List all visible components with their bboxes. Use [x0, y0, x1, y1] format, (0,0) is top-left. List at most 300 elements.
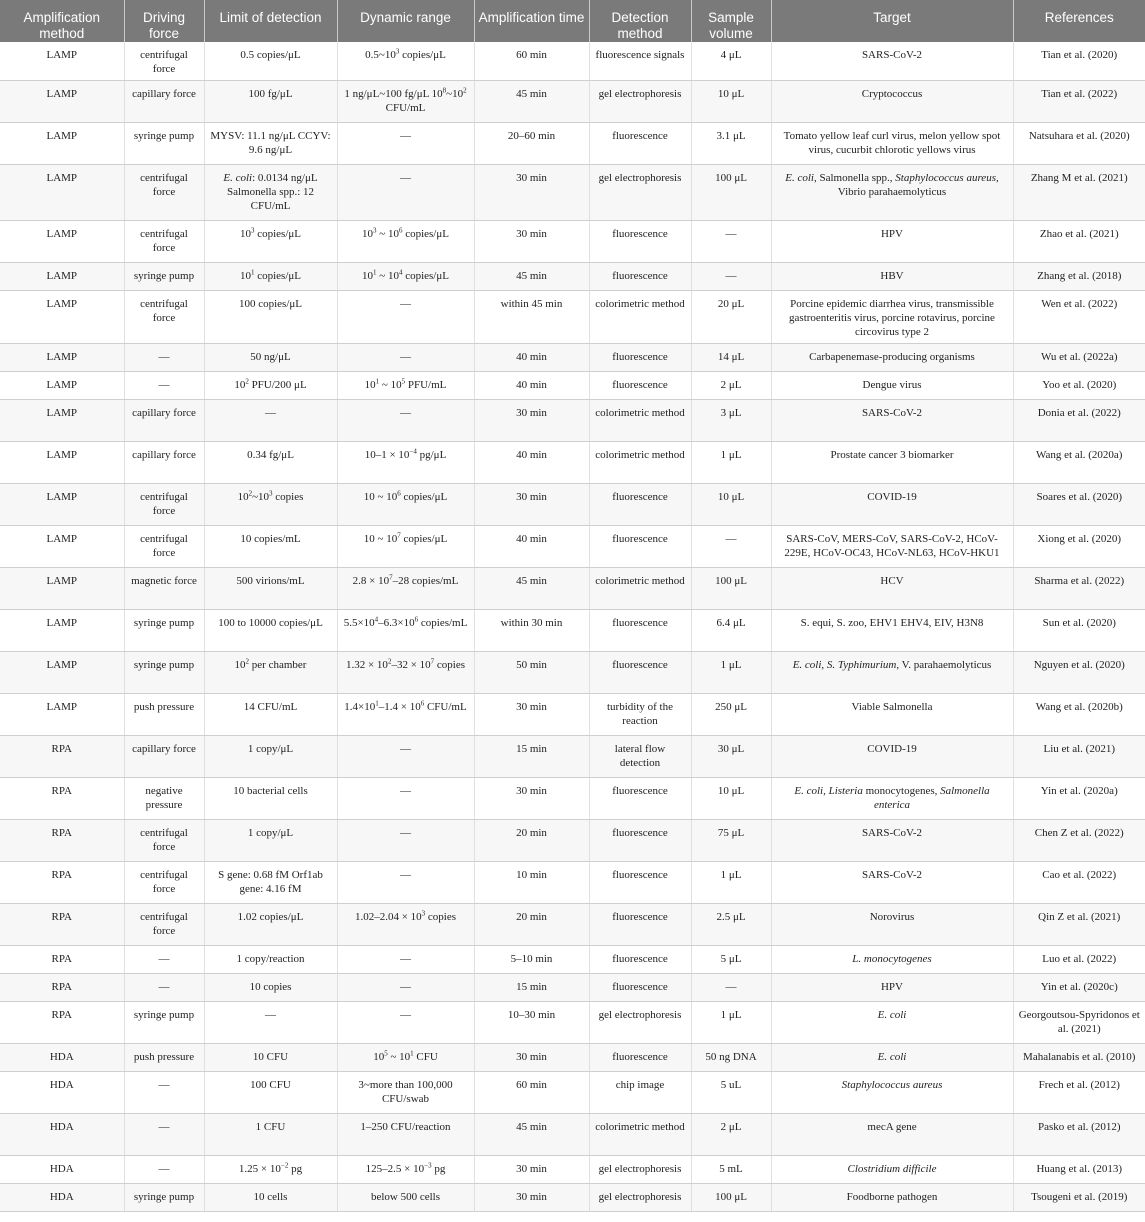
cell-sample-volume: 1 μL: [691, 652, 771, 694]
cell-amplification-method: HDA: [0, 1184, 124, 1212]
cell-amplification-time: 40 min: [474, 372, 589, 400]
cell-target: E. coli, S. Typhimurium, V. parahaemolyticus: [771, 652, 1013, 694]
table-row: [0, 221, 1145, 263]
cell-sample-volume: —: [691, 221, 771, 263]
cell-limit-of-detection: S gene: 0.68 fM Orf1ab gene: 4.16 fM: [204, 862, 337, 904]
cell-amplification-method: RPA: [0, 904, 124, 946]
cell-target: Dengue virus: [771, 372, 1013, 400]
cell-dynamic-range: $10-1 \times 10^{-4}$ pg/μL: [337, 442, 474, 484]
table-row: [0, 1184, 1145, 1212]
cell-limit-of-detection: 10 copies/mL: [204, 526, 337, 568]
cell-amplification-method: LAMP: [0, 442, 124, 484]
cell-driving-force: capillary force: [124, 400, 204, 442]
table-row: [0, 974, 1145, 1002]
cell-detection-method: turbidity of the reaction: [589, 694, 691, 736]
cell-amplification-time: 30 min: [474, 484, 589, 526]
cell-detection-method: gel electrophoresis: [589, 1002, 691, 1044]
table-row: [0, 652, 1145, 694]
cell-detection-method: gel electrophoresis: [589, 81, 691, 123]
cell-limit-of-detection: MYSV: 11.1 ng/μL CCYV: 9.6 ng/μL: [204, 123, 337, 165]
cell-dynamic-range: —: [337, 344, 474, 372]
cell-amplification-time: 30 min: [474, 165, 589, 221]
cell-reference: Wang et al. (2020b): [1013, 694, 1145, 736]
cell-reference: Nguyen et al. (2020): [1013, 652, 1145, 694]
cell-amplification-method: LAMP: [0, 165, 124, 221]
header-sample-volume: Sample volume: [691, 0, 771, 42]
cell-driving-force: syringe pump: [124, 1184, 204, 1212]
cell-reference: Frech et al. (2012): [1013, 1072, 1145, 1114]
cell-target: Cryptococcus: [771, 81, 1013, 123]
cell-limit-of-detection: 14 CFU/mL: [204, 694, 337, 736]
cell-amplification-method: LAMP: [0, 568, 124, 610]
cell-amplification-time: 20 min: [474, 820, 589, 862]
cell-driving-force: negative pressure: [124, 778, 204, 820]
cell-reference: Zhang et al. (2018): [1013, 263, 1145, 291]
cell-detection-method: fluorescence: [589, 344, 691, 372]
cell-detection-method: fluorescence: [589, 1044, 691, 1072]
cell-limit-of-detection: 100 fg/μL: [204, 81, 337, 123]
cell-amplification-time: 20–60 min: [474, 123, 589, 165]
cell-limit-of-detection: 1.02 copies/μL: [204, 904, 337, 946]
cell-driving-force: push pressure: [124, 694, 204, 736]
cell-target: Viable Salmonella: [771, 694, 1013, 736]
cell-sample-volume: 2 μL: [691, 372, 771, 400]
cell-amplification-time: within 30 min: [474, 610, 589, 652]
cell-sample-volume: 20 μL: [691, 291, 771, 344]
cell-limit-of-detection: $10^3$ copies/μL: [204, 221, 337, 263]
cell-reference: Sun et al. (2020): [1013, 610, 1145, 652]
cell-dynamic-range: 10 ~ $10^6$ copies/μL: [337, 484, 474, 526]
cell-detection-method: fluorescence: [589, 263, 691, 291]
cell-dynamic-range: $125-2.5 \times 10^{-3}$ pg: [337, 1156, 474, 1184]
cell-dynamic-range: 1–250 CFU/reaction: [337, 1114, 474, 1156]
cell-amplification-method: LAMP: [0, 372, 124, 400]
cell-driving-force: push pressure: [124, 1044, 204, 1072]
table-row: [0, 820, 1145, 862]
cell-reference: Yin et al. (2020c): [1013, 974, 1145, 1002]
cell-reference: Natsuhara et al. (2020): [1013, 123, 1145, 165]
cell-amplification-time: 60 min: [474, 42, 589, 81]
cell-reference: Georgoutsou-Spyridonos et al. (2021): [1013, 1002, 1145, 1044]
cell-amplification-time: 5–10 min: [474, 946, 589, 974]
cell-target: SARS-CoV-2: [771, 862, 1013, 904]
cell-amplification-time: 15 min: [474, 736, 589, 778]
cell-dynamic-range: $10^1$ ~ $10^4$ copies/μL: [337, 263, 474, 291]
cell-target: L. monocytogenes: [771, 946, 1013, 974]
cell-limit-of-detection: $10^2\sim 10^3$ copies: [204, 484, 337, 526]
cell-target: HCV: [771, 568, 1013, 610]
cell-detection-method: lateral flow detection: [589, 736, 691, 778]
cell-sample-volume: 3 μL: [691, 400, 771, 442]
cell-dynamic-range: $1.32 \times 10^2-32 \times 10^7$ copies: [337, 652, 474, 694]
cell-detection-method: colorimetric method: [589, 400, 691, 442]
cell-target: SARS-CoV-2: [771, 820, 1013, 862]
cell-target: E. coli, Salmonella spp., Staphylococcus aureus, Vibrio parahaemolyticus: [771, 165, 1013, 221]
table-row: [0, 165, 1145, 221]
cell-driving-force: —: [124, 372, 204, 400]
cell-limit-of-detection: 1 CFU: [204, 1114, 337, 1156]
cell-amplification-method: LAMP: [0, 263, 124, 291]
cell-target: E. coli: [771, 1002, 1013, 1044]
cell-limit-of-detection: $10^2$ PFU/200 μL: [204, 372, 337, 400]
cell-limit-of-detection: 10 bacterial cells: [204, 778, 337, 820]
cell-amplification-method: RPA: [0, 862, 124, 904]
table-row: [0, 372, 1145, 400]
cell-amplification-time: 10–30 min: [474, 1002, 589, 1044]
cell-sample-volume: —: [691, 526, 771, 568]
cell-driving-force: centrifugal force: [124, 165, 204, 221]
cell-reference: Huang et al. (2013): [1013, 1156, 1145, 1184]
table-row: [0, 1156, 1145, 1184]
cell-reference: Xiong et al. (2020): [1013, 526, 1145, 568]
table-row: [0, 484, 1145, 526]
cell-sample-volume: 5 uL: [691, 1072, 771, 1114]
cell-amplification-time: 60 min: [474, 1072, 589, 1114]
cell-limit-of-detection: 10 cells: [204, 1184, 337, 1212]
cell-target: Carbapenemase-producing organisms: [771, 344, 1013, 372]
cell-amplification-method: LAMP: [0, 610, 124, 652]
cell-detection-method: colorimetric method: [589, 442, 691, 484]
cell-detection-method: fluorescence: [589, 652, 691, 694]
cell-detection-method: fluorescence: [589, 820, 691, 862]
cell-detection-method: gel electrophoresis: [589, 1184, 691, 1212]
cell-amplification-method: LAMP: [0, 400, 124, 442]
cell-driving-force: syringe pump: [124, 610, 204, 652]
table-body: [0, 42, 1145, 1212]
cell-detection-method: fluorescence: [589, 123, 691, 165]
cell-target: COVID-19: [771, 484, 1013, 526]
cell-driving-force: —: [124, 1072, 204, 1114]
cell-limit-of-detection: —: [204, 1002, 337, 1044]
cell-dynamic-range: —: [337, 778, 474, 820]
cell-limit-of-detection: 0.34 fg/μL: [204, 442, 337, 484]
table-row: [0, 610, 1145, 652]
cell-reference: Tian et al. (2022): [1013, 81, 1145, 123]
cell-driving-force: —: [124, 1114, 204, 1156]
cell-amplification-time: 40 min: [474, 442, 589, 484]
cell-amplification-method: LAMP: [0, 652, 124, 694]
cell-reference: Luo et al. (2022): [1013, 946, 1145, 974]
cell-amplification-time: 30 min: [474, 400, 589, 442]
cell-detection-method: gel electrophoresis: [589, 1156, 691, 1184]
cell-target: Norovirus: [771, 904, 1013, 946]
cell-sample-volume: 10 μL: [691, 484, 771, 526]
cell-limit-of-detection: 10 CFU: [204, 1044, 337, 1072]
cell-amplification-method: RPA: [0, 736, 124, 778]
cell-limit-of-detection: 50 ng/μL: [204, 344, 337, 372]
cell-target: Foodborne pathogen: [771, 1184, 1013, 1212]
cell-amplification-method: RPA: [0, 1002, 124, 1044]
cell-driving-force: magnetic force: [124, 568, 204, 610]
cell-reference: Zhang M et al. (2021): [1013, 165, 1145, 221]
cell-dynamic-range: 1 ng/μL~100 fg/μL $10^8\sim 10^2$ CFU/mL: [337, 81, 474, 123]
cell-limit-of-detection: —: [204, 400, 337, 442]
cell-sample-volume: 5 μL: [691, 946, 771, 974]
cell-reference: Donia et al. (2022): [1013, 400, 1145, 442]
cell-target: SARS-CoV-2: [771, 42, 1013, 81]
cell-limit-of-detection: 10 copies: [204, 974, 337, 1002]
cell-sample-volume: 50 ng DNA: [691, 1044, 771, 1072]
header-detection-method: Detection method: [589, 0, 691, 42]
cell-target: S. equi, S. zoo, EHV1 EHV4, EIV, H3N8: [771, 610, 1013, 652]
header-references: References: [1013, 0, 1145, 42]
cell-target: Staphylococcus aureus: [771, 1072, 1013, 1114]
cell-driving-force: centrifugal force: [124, 904, 204, 946]
cell-sample-volume: 100 μL: [691, 1184, 771, 1212]
cell-reference: Zhao et al. (2021): [1013, 221, 1145, 263]
cell-dynamic-range: —: [337, 946, 474, 974]
cell-sample-volume: 4 μL: [691, 42, 771, 81]
cell-sample-volume: 10 μL: [691, 81, 771, 123]
cell-reference: Wang et al. (2020a): [1013, 442, 1145, 484]
cell-amplification-time: 10 min: [474, 862, 589, 904]
cell-target: HBV: [771, 263, 1013, 291]
cell-amplification-method: LAMP: [0, 526, 124, 568]
table-row: [0, 736, 1145, 778]
cell-dynamic-range: 10 ~ $10^7$ copies/μL: [337, 526, 474, 568]
cell-dynamic-range: $0.5\sim 10^3$ copies/μL: [337, 42, 474, 81]
cell-amplification-time: 30 min: [474, 1044, 589, 1072]
cell-driving-force: capillary force: [124, 81, 204, 123]
cell-amplification-time: 40 min: [474, 526, 589, 568]
cell-driving-force: syringe pump: [124, 263, 204, 291]
cell-driving-force: capillary force: [124, 736, 204, 778]
table-row: [0, 1002, 1145, 1044]
cell-detection-method: colorimetric method: [589, 568, 691, 610]
cell-limit-of-detection: E. coli: 0.0134 ng/μL Salmonella spp.: 12 CFU/mL: [204, 165, 337, 221]
cell-detection-method: gel electrophoresis: [589, 165, 691, 221]
cell-detection-method: fluorescence: [589, 946, 691, 974]
cell-sample-volume: 6.4 μL: [691, 610, 771, 652]
cell-reference: Liu et al. (2021): [1013, 736, 1145, 778]
cell-amplification-method: HDA: [0, 1114, 124, 1156]
cell-dynamic-range: —: [337, 820, 474, 862]
cell-driving-force: syringe pump: [124, 123, 204, 165]
table-row: [0, 526, 1145, 568]
cell-limit-of-detection: 1 copy/reaction: [204, 946, 337, 974]
cell-dynamic-range: —: [337, 1002, 474, 1044]
cell-amplification-method: RPA: [0, 974, 124, 1002]
cell-limit-of-detection: $10^1$ copies/μL: [204, 263, 337, 291]
cell-target: COVID-19: [771, 736, 1013, 778]
cell-reference: Cao et al. (2022): [1013, 862, 1145, 904]
cell-amplification-time: within 45 min: [474, 291, 589, 344]
cell-reference: Chen Z et al. (2022): [1013, 820, 1145, 862]
cell-amplification-time: 30 min: [474, 1156, 589, 1184]
table-row: [0, 442, 1145, 484]
cell-sample-volume: 2 μL: [691, 1114, 771, 1156]
cell-target: Porcine epidemic diarrhea virus, transmissible gastroenteritis virus, porcine rotavirus, porcine circovirus type 2: [771, 291, 1013, 344]
cell-amplification-method: LAMP: [0, 81, 124, 123]
cell-detection-method: fluorescence: [589, 904, 691, 946]
cell-reference: Yoo et al. (2020): [1013, 372, 1145, 400]
table-row: [0, 42, 1145, 81]
cell-amplification-method: LAMP: [0, 221, 124, 263]
cell-sample-volume: 5 mL: [691, 1156, 771, 1184]
cell-dynamic-range: $5.5\times 10^4-6.3\times 10^6$ copies/mL: [337, 610, 474, 652]
cell-dynamic-range: $2.8 \times 10^7-28$ copies/mL: [337, 568, 474, 610]
cell-dynamic-range: —: [337, 862, 474, 904]
table-row: [0, 694, 1145, 736]
cell-driving-force: —: [124, 344, 204, 372]
cell-driving-force: centrifugal force: [124, 221, 204, 263]
cell-detection-method: fluorescence signals: [589, 42, 691, 81]
cell-target: Prostate cancer 3 biomarker: [771, 442, 1013, 484]
cell-detection-method: fluorescence: [589, 974, 691, 1002]
table-header-row: [0, 0, 1145, 42]
cell-amplification-time: 45 min: [474, 568, 589, 610]
cell-detection-method: chip image: [589, 1072, 691, 1114]
cell-detection-method: fluorescence: [589, 610, 691, 652]
table-row: [0, 778, 1145, 820]
table-row: [0, 1114, 1145, 1156]
cell-limit-of-detection: 1 copy/μL: [204, 820, 337, 862]
cell-amplification-method: LAMP: [0, 344, 124, 372]
cell-amplification-method: LAMP: [0, 694, 124, 736]
cell-amplification-time: 30 min: [474, 221, 589, 263]
cell-dynamic-range: —: [337, 165, 474, 221]
cell-amplification-method: RPA: [0, 820, 124, 862]
table-row: [0, 568, 1145, 610]
cell-amplification-time: 20 min: [474, 904, 589, 946]
cell-driving-force: syringe pump: [124, 1002, 204, 1044]
cell-detection-method: fluorescence: [589, 372, 691, 400]
cell-detection-method: colorimetric method: [589, 291, 691, 344]
cell-detection-method: fluorescence: [589, 221, 691, 263]
cell-target: E. coli: [771, 1044, 1013, 1072]
header-amplification-method: Amplification method: [0, 0, 124, 42]
cell-amplification-method: HDA: [0, 1072, 124, 1114]
cell-driving-force: —: [124, 1156, 204, 1184]
cell-amplification-time: 15 min: [474, 974, 589, 1002]
table-row: [0, 1072, 1145, 1114]
cell-dynamic-range: $10^5$ ~ $10^1$ CFU: [337, 1044, 474, 1072]
cell-amplification-method: LAMP: [0, 484, 124, 526]
cell-driving-force: centrifugal force: [124, 42, 204, 81]
cell-sample-volume: 1 μL: [691, 862, 771, 904]
table-row: [0, 904, 1145, 946]
cell-sample-volume: 75 μL: [691, 820, 771, 862]
cell-reference: Mahalanabis et al. (2010): [1013, 1044, 1145, 1072]
cell-dynamic-range: $10^3$ ~ $10^6$ copies/μL: [337, 221, 474, 263]
table-row: [0, 946, 1145, 974]
cell-amplification-method: HDA: [0, 1156, 124, 1184]
cell-sample-volume: 100 μL: [691, 165, 771, 221]
header-dynamic-range: Dynamic range: [337, 0, 474, 42]
cell-reference: Sharma et al. (2022): [1013, 568, 1145, 610]
cell-amplification-time: 45 min: [474, 81, 589, 123]
cell-sample-volume: —: [691, 974, 771, 1002]
cell-amplification-method: RPA: [0, 778, 124, 820]
cell-driving-force: centrifugal force: [124, 820, 204, 862]
cell-driving-force: —: [124, 946, 204, 974]
table-row: [0, 263, 1145, 291]
cell-target: Tomato yellow leaf curl virus, melon yellow spot virus, cucurbit chlorotic yellows virus: [771, 123, 1013, 165]
cell-amplification-time: 50 min: [474, 652, 589, 694]
cell-driving-force: centrifugal force: [124, 291, 204, 344]
cell-reference: Tsougeni et al. (2019): [1013, 1184, 1145, 1212]
cell-reference: Pasko et al. (2012): [1013, 1114, 1145, 1156]
cell-sample-volume: 10 μL: [691, 778, 771, 820]
cell-amplification-time: 30 min: [474, 1184, 589, 1212]
cell-target: SARS-CoV, MERS-CoV, SARS-CoV-2, HCoV-229E, HCoV-OC43, HCoV-NL63, HCoV-HKU1: [771, 526, 1013, 568]
cell-amplification-method: LAMP: [0, 123, 124, 165]
cell-dynamic-range: —: [337, 736, 474, 778]
header-limit-of-detection: Limit of detection: [204, 0, 337, 42]
cell-dynamic-range: $1.4\times 10^1-1.4 \times 10^6$ CFU/mL: [337, 694, 474, 736]
cell-sample-volume: 250 μL: [691, 694, 771, 736]
table-row: [0, 400, 1145, 442]
cell-driving-force: syringe pump: [124, 652, 204, 694]
cell-limit-of-detection: 100 CFU: [204, 1072, 337, 1114]
cell-dynamic-range: —: [337, 974, 474, 1002]
header-amplification-time: Amplification time: [474, 0, 589, 42]
cell-limit-of-detection: 0.5 copies/μL: [204, 42, 337, 81]
cell-limit-of-detection: 500 virions/mL: [204, 568, 337, 610]
cell-dynamic-range: $10^1$ ~ $10^5$ PFU/mL: [337, 372, 474, 400]
table-row: [0, 862, 1145, 904]
cell-amplification-time: 40 min: [474, 344, 589, 372]
cell-reference: Soares et al. (2020): [1013, 484, 1145, 526]
cell-limit-of-detection: 1 copy/μL: [204, 736, 337, 778]
header-driving-force: Driving force: [124, 0, 204, 42]
cell-limit-of-detection: $10^2$ per chamber: [204, 652, 337, 694]
cell-sample-volume: 14 μL: [691, 344, 771, 372]
cell-sample-volume: 2.5 μL: [691, 904, 771, 946]
cell-reference: Qin Z et al. (2021): [1013, 904, 1145, 946]
cell-limit-of-detection: $1.25 \times 10^{-2}$ pg: [204, 1156, 337, 1184]
cell-target: SARS-CoV-2: [771, 400, 1013, 442]
cell-dynamic-range: below 500 cells: [337, 1184, 474, 1212]
cell-detection-method: fluorescence: [589, 526, 691, 568]
cell-amplification-time: 45 min: [474, 1114, 589, 1156]
cell-driving-force: capillary force: [124, 442, 204, 484]
table-row: [0, 344, 1145, 372]
cell-target: HPV: [771, 974, 1013, 1002]
cell-dynamic-range: $1.02-2.04 \times 10^3$ copies: [337, 904, 474, 946]
cell-detection-method: colorimetric method: [589, 1114, 691, 1156]
cell-driving-force: centrifugal force: [124, 484, 204, 526]
header-target: Target: [771, 0, 1013, 42]
cell-sample-volume: 1 μL: [691, 1002, 771, 1044]
table-row: [0, 1044, 1145, 1072]
cell-reference: Wen et al. (2022): [1013, 291, 1145, 344]
cell-sample-volume: 1 μL: [691, 442, 771, 484]
cell-amplification-method: LAMP: [0, 291, 124, 344]
cell-driving-force: centrifugal force: [124, 526, 204, 568]
cell-reference: Wu et al. (2022a): [1013, 344, 1145, 372]
cell-reference: Yin et al. (2020a): [1013, 778, 1145, 820]
table-row: [0, 123, 1145, 165]
cell-dynamic-range: 3~more than 100,000 CFU/swab: [337, 1072, 474, 1114]
cell-amplification-method: RPA: [0, 946, 124, 974]
table-row: [0, 291, 1145, 344]
cell-amplification-time: 45 min: [474, 263, 589, 291]
cell-detection-method: fluorescence: [589, 484, 691, 526]
table-row: [0, 81, 1145, 123]
cell-reference: Tian et al. (2020): [1013, 42, 1145, 81]
cell-amplification-time: 30 min: [474, 778, 589, 820]
cell-sample-volume: 3.1 μL: [691, 123, 771, 165]
cell-dynamic-range: —: [337, 123, 474, 165]
cell-sample-volume: 100 μL: [691, 568, 771, 610]
cell-amplification-method: LAMP: [0, 42, 124, 81]
cell-target: HPV: [771, 221, 1013, 263]
cell-driving-force: centrifugal force: [124, 862, 204, 904]
cell-sample-volume: —: [691, 263, 771, 291]
cell-dynamic-range: —: [337, 291, 474, 344]
cell-target: mecA gene: [771, 1114, 1013, 1156]
